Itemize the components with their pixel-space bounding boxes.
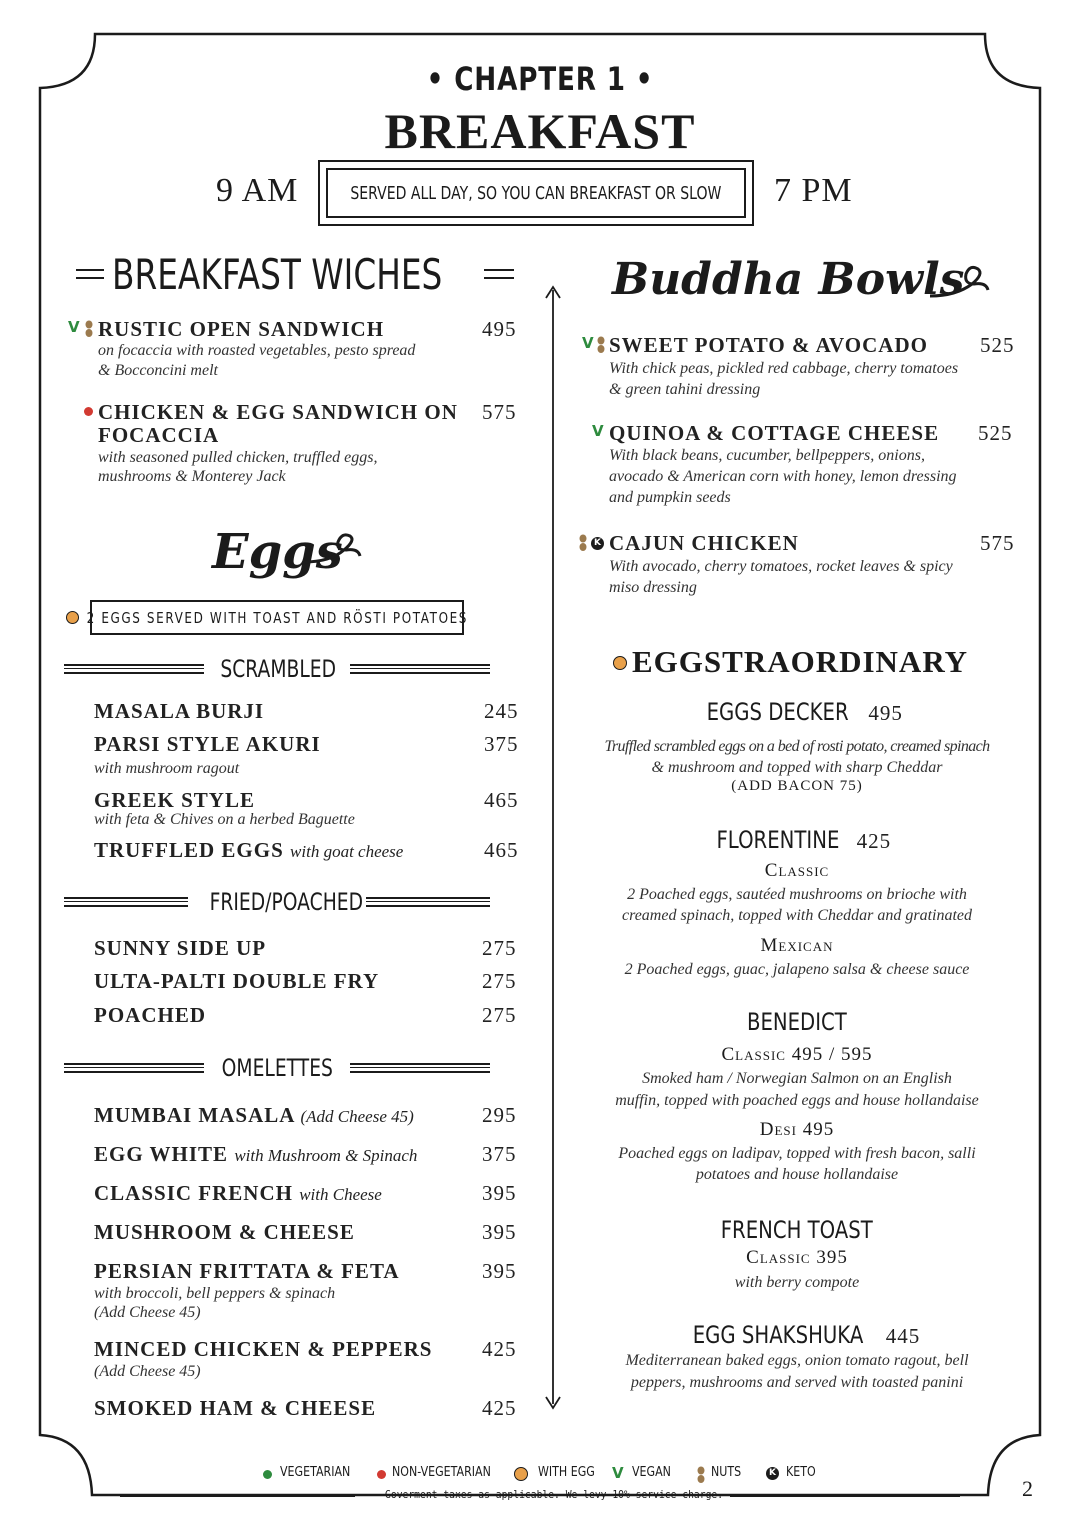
item-price: 395 [482, 1181, 517, 1205]
non-veg-icon [377, 1470, 386, 1479]
item-desc: With avocado, cherry tomatoes, rocket leaves & spicy [609, 558, 953, 575]
item-price: 465 [484, 838, 519, 862]
legend-vegetarian: VEGETARIAN [280, 1465, 351, 1480]
with-egg-icon [514, 1467, 528, 1481]
legend-nuts: NUTS [711, 1465, 742, 1480]
shakshuka-title: EGG SHAKSHUKA 445 [692, 1321, 921, 1349]
item-name: PARSI STYLE AKURI [94, 732, 321, 756]
end-time: 7 PM [774, 172, 853, 209]
eggs-decker-title: EGGS DECKER 495 [706, 698, 903, 726]
omelettes-heading: OMELETTES [221, 1054, 333, 1082]
item-price: 375 [484, 732, 519, 756]
item-name: MASALA BURJI [94, 699, 265, 723]
item-name: MUMBAI MASALA (Add Cheese 45) [94, 1103, 414, 1127]
variant-label: Desi 495 [759, 1119, 835, 1140]
eggs-served-note-box: 2 EGGS SERVED WITH TOAST AND RÖSTI POTATOES [90, 600, 464, 635]
item-desc: on focaccia with roasted vegetables, pesto spread [98, 342, 416, 359]
vegan-icon: V [592, 422, 604, 440]
keto-icon: K [591, 537, 604, 550]
item-desc: Mediterranean baked eggs, onion tomato ragout, bell [625, 1352, 969, 1369]
item-price: 465 [484, 788, 519, 812]
item-desc: potatoes and house hollandaise [695, 1166, 899, 1183]
legend-vegan: VEGAN [632, 1465, 671, 1480]
item-name: QUINOA & COTTAGE CHEESE [609, 421, 940, 445]
item-desc: with broccoli, bell peppers & spinach [94, 1285, 336, 1302]
flourish-icon [300, 532, 364, 572]
item-price: 425 [482, 1396, 517, 1420]
item-name-cont: FOCACCIA [98, 423, 220, 447]
item-price: 275 [482, 1003, 517, 1027]
item-name: PERSIAN FRITTATA & FETA [94, 1259, 400, 1283]
item-desc: avocado & American corn with honey, lemon dressing [609, 468, 957, 485]
served-all-day-box [318, 160, 754, 226]
item-name: GREEK STYLE [94, 788, 255, 812]
item-price: 495 [482, 317, 517, 341]
item-name: POACHED [94, 1003, 206, 1027]
chapter-label: • CHAPTER 1 • [426, 60, 654, 98]
variant-label: Classic [764, 860, 830, 881]
item-price: 575 [980, 531, 1015, 555]
item-price: 525 [978, 421, 1013, 445]
benedict-title: BENEDICT [747, 1008, 847, 1036]
variant-label: Classic 395 [746, 1247, 848, 1268]
item-price: 245 [484, 699, 519, 723]
item-price: 395 [482, 1220, 517, 1244]
start-time: 9 AM [216, 172, 299, 209]
item-desc: and pumpkin seeds [609, 489, 731, 506]
item-price: 275 [482, 936, 517, 960]
item-desc: (Add Cheese 45) [94, 1304, 201, 1321]
with-egg-icon [613, 656, 627, 670]
variant-label: Mexican [760, 935, 834, 956]
eggs-heading: Eggs [212, 524, 343, 580]
item-price: 375 [482, 1142, 517, 1166]
french-toast-title: FRENCH TOAST [720, 1216, 874, 1244]
item-desc: (Add Cheese 45) [94, 1363, 201, 1380]
nuts-icon [578, 534, 588, 552]
item-desc: with feta & Chives on a herbed Baguette [94, 811, 355, 828]
item-desc: 2 Poached eggs, sautéed mushrooms on brioche with [627, 886, 967, 903]
item-name: ULTA-PALTI DOUBLE FRY [94, 969, 380, 993]
variant-label: Classic 495 / 595 [721, 1044, 873, 1065]
served-note: SERVED ALL DAY, SO YOU CAN BREAKFAST OR SLOW [350, 182, 722, 204]
page-title: BREAKFAST [384, 103, 696, 159]
triple-rule [350, 1063, 490, 1073]
item-name: MUSHROOM & CHEESE [94, 1220, 355, 1244]
item-name: SMOKED HAM & CHEESE [94, 1396, 377, 1420]
item-name: CLASSIC FRENCH with Cheese [94, 1181, 382, 1205]
tax-note: Goverment taxes as applicable. We levy 10% service charge. [385, 1488, 724, 1501]
item-desc: with berry compote [734, 1274, 860, 1291]
item-desc: muffin, topped with poached eggs and house hollandaise [615, 1092, 979, 1109]
item-price: 395 [482, 1259, 517, 1283]
triple-rule [350, 664, 490, 674]
addon-note: (ADD BACON 75) [731, 778, 863, 794]
keto-icon: K [766, 1467, 779, 1480]
item-desc: 2 Poached eggs, guac, jalapeno salsa & cheese sauce [624, 961, 970, 978]
item-name: MINCED CHICKEN & PEPPERS [94, 1337, 433, 1361]
scrambled-heading: SCRAMBLED [220, 655, 336, 683]
item-desc: & Bocconcini melt [98, 362, 218, 379]
flourish-icon [926, 264, 992, 306]
florentine-title: FLORENTINE 425 [716, 826, 892, 854]
vegan-icon: V [612, 1464, 624, 1482]
item-desc: & mushroom and topped with sharp Cheddar [651, 759, 943, 776]
item-desc: miso dressing [609, 579, 697, 596]
item-desc: Smoked ham / Norwegian Salmon on an English [642, 1070, 952, 1087]
item-name: EGG WHITE with Mushroom & Spinach [94, 1142, 418, 1166]
nuts-icon [84, 320, 94, 338]
with-egg-icon [66, 611, 79, 624]
item-desc: Truffled scrambled eggs on a bed of rosti potato, creamed spinach [604, 738, 990, 755]
item-price: 275 [482, 969, 517, 993]
fried-poached-heading: FRIED/POACHED [209, 888, 364, 916]
triple-rule [64, 664, 204, 674]
double-rule-right [482, 266, 516, 282]
double-rule-left [74, 266, 106, 282]
item-desc: creamed spinach, topped with Cheddar and gratinated [621, 907, 973, 924]
item-name: TRUFFLED EGGS with goat cheese [94, 838, 404, 862]
item-name: SWEET POTATO & AVOCADO [609, 333, 928, 357]
legend-keto: KETO [786, 1465, 816, 1480]
legend-with-egg: WITH EGG [538, 1465, 595, 1480]
item-price: 295 [482, 1103, 517, 1127]
triple-rule [64, 1063, 204, 1073]
buddha-bowls-heading: Buddha Bowls [612, 254, 965, 305]
eggstraordinary-heading: EGGSTRAORDINARY [632, 644, 969, 679]
item-name: SUNNY SIDE UP [94, 936, 267, 960]
page-number: 2 [1022, 1476, 1033, 1501]
item-price: 525 [980, 333, 1015, 357]
vegan-icon: V [582, 334, 594, 352]
non-veg-icon [84, 407, 93, 416]
item-desc: mushrooms & Monterey Jack [98, 468, 286, 485]
breakfast-wiches-heading: BREAKFAST WICHES [112, 250, 443, 299]
triple-rule [64, 897, 188, 907]
item-price: 575 [482, 400, 517, 424]
nuts-icon [696, 1466, 706, 1484]
item-desc: With black beans, cucumber, bellpeppers, onions, [609, 447, 925, 464]
item-name: CHICKEN & EGG SANDWICH ON [98, 400, 458, 424]
item-desc: & green tahini dressing [609, 381, 761, 398]
item-desc: peppers, mushrooms and served with toasted panini [630, 1374, 964, 1391]
triple-rule [366, 897, 490, 907]
item-desc: with mushroom ragout [94, 760, 240, 777]
item-desc: Poached eggs on ladipav, topped with fresh bacon, salli [618, 1145, 976, 1162]
nuts-icon [596, 336, 606, 354]
vegetarian-icon [263, 1470, 272, 1479]
vegan-icon: V [68, 318, 80, 336]
item-price: 425 [482, 1337, 517, 1361]
item-name: CAJUN CHICKEN [609, 531, 799, 555]
item-name: RUSTIC OPEN SANDWICH [98, 317, 385, 341]
item-desc: with seasoned pulled chicken, truffled eggs, [98, 449, 378, 466]
item-desc: With chick peas, pickled red cabbage, cherry tomatoes [609, 360, 959, 377]
legend-non-veg: NON-VEGETARIAN [392, 1465, 491, 1480]
